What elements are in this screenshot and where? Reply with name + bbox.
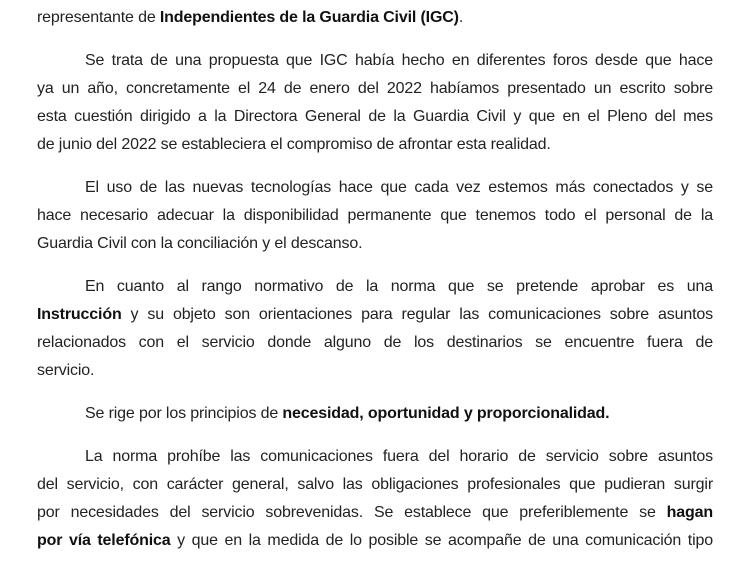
text-line	[37, 329, 713, 357]
text-segment: esta cuestión dirigido a la Directora General de la Guardia Civil y que en el Pleno del mes	[37, 108, 713, 125]
bold-text: hagan	[666, 504, 713, 521]
text-line	[37, 527, 713, 555]
text-line	[37, 443, 713, 471]
text-segment: Se trata de una propuesta que IGC había hecho en diferentes foros desde que hace	[85, 52, 713, 69]
paragraph	[37, 400, 713, 428]
text-line	[37, 131, 713, 159]
text-segment: ya un año, concretamente el 24 de enero del 2022 habíamos presentado un escrito sobre	[37, 80, 713, 97]
text-segment: y que en la medida de lo posible se acompañe de una comunicación tipo	[170, 532, 713, 549]
paragraph	[37, 4, 713, 32]
text-segment: relacionados con el servicio donde alguno de los destinarios se encuentre fuera de	[37, 334, 713, 351]
text-segment: por necesidades del servicio sobrevenidas. Se establece que preferiblemente se	[37, 504, 667, 521]
text-segment: de junio del 2022 se estableciera el compromiso de afrontar esta realidad.	[37, 136, 551, 153]
paragraph	[37, 443, 713, 555]
text-line	[37, 202, 713, 230]
text-line	[37, 4, 713, 32]
bold-text: necesidad, oportunidad y proporcionalidad.	[282, 405, 610, 422]
bold-text: Instrucción	[37, 306, 122, 323]
text-line	[37, 471, 713, 499]
bold-text: por vía telefónica	[37, 532, 171, 549]
document-body	[37, 4, 713, 570]
text-segment: .	[458, 9, 464, 26]
text-line	[37, 301, 713, 329]
text-segment: La norma prohíbe las comunicaciones fuera del horario de servicio sobre asuntos	[85, 448, 713, 465]
text-line	[37, 400, 713, 428]
text-line	[37, 499, 713, 527]
text-line	[37, 47, 713, 75]
text-line	[37, 174, 713, 202]
bold-text: Independientes de la Guardia Civil (IGC)	[159, 9, 459, 26]
text-segment: El uso de las nuevas tecnologías hace que cada vez estemos más conectados y se	[85, 179, 713, 196]
text-segment: del servicio, con carácter general, salvo las obligaciones profesionales que pudieran surgir	[37, 476, 713, 493]
text-segment: servicio.	[37, 362, 95, 379]
paragraph	[37, 174, 713, 258]
text-line	[37, 103, 713, 131]
text-segment: y su objeto son orientaciones para regular las comunicaciones sobre asuntos	[121, 306, 713, 323]
text-segment: representante de	[37, 9, 160, 26]
text-segment: Guardia Civil con la conciliación y el descanso.	[37, 235, 363, 252]
text-segment: En cuanto al rango normativo de la norma que se pretende aprobar es una	[85, 278, 713, 295]
text-segment: hace necesario adecuar la disponibilidad permanente que tenemos todo el personal de la	[37, 207, 713, 224]
text-line	[37, 357, 713, 385]
text-segment: Se rige por los principios de	[85, 405, 283, 422]
text-line	[37, 273, 713, 301]
text-line	[37, 230, 713, 258]
text-line	[37, 75, 713, 103]
paragraph	[37, 47, 713, 159]
paragraph	[37, 273, 713, 385]
